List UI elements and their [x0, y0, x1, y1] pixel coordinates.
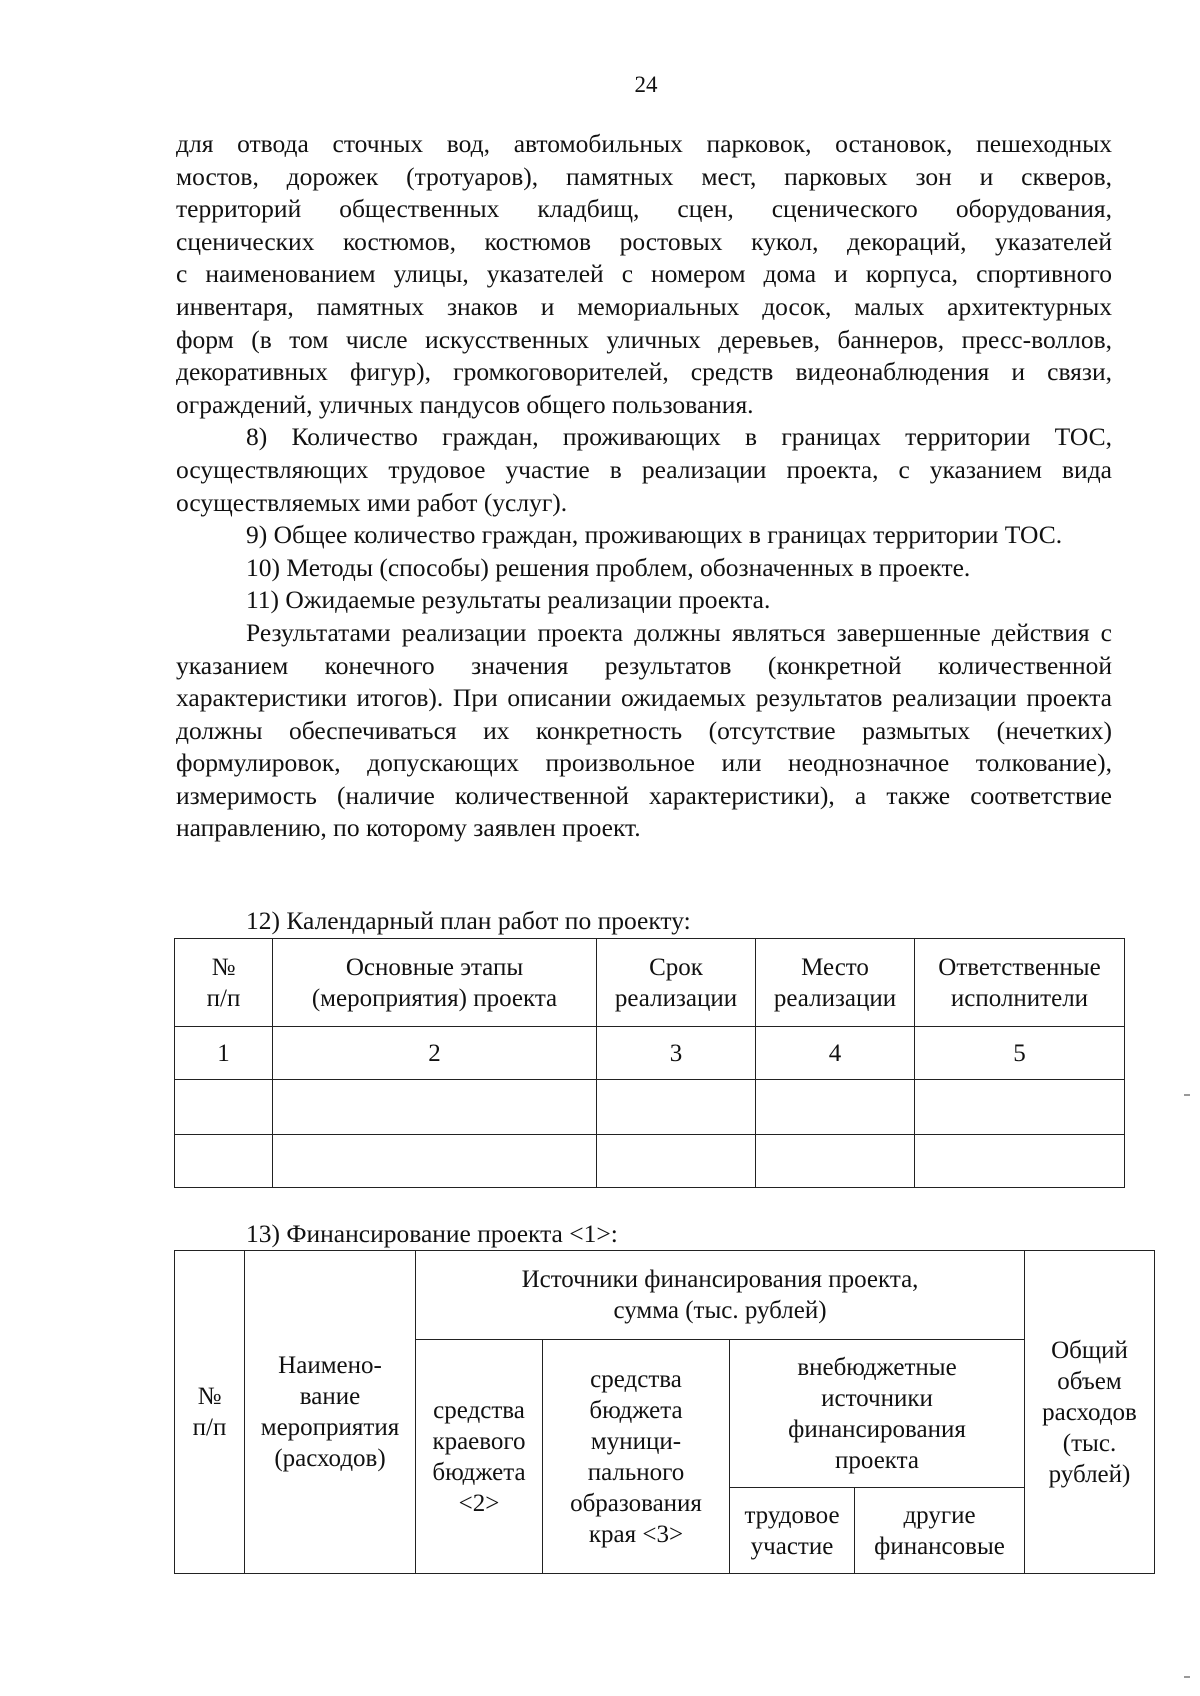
body-text — [176, 128, 1112, 845]
empty-cell — [597, 1135, 756, 1188]
table-header-row — [175, 939, 1125, 1027]
header-cell-other-financial: другие финансовые — [855, 1488, 1025, 1574]
column-number-row — [175, 1027, 1125, 1080]
empty-cell — [915, 1080, 1125, 1135]
column-number-cell: 5 — [915, 1027, 1125, 1080]
header-cell-labor-participation: трудовое участие — [730, 1488, 855, 1574]
header-cell-activity-name: Наимено- вание мероприятия (расходов) — [245, 1251, 416, 1574]
header-cell-regional-budget: средства краевого бюджета <2> — [416, 1340, 543, 1574]
text-line: форм (в том числе искусственных уличных деревьев, баннеров, пресс-воллов, — [176, 324, 1112, 354]
header-cell-funding-sources: Источники финансирования проекта, сумма (тыс. рублей) — [416, 1251, 1025, 1340]
header-cell-municipal-budget: средства бюджета муници- пального образования края <3> — [543, 1340, 730, 1574]
header-cell-responsible: Ответственные исполнители — [915, 939, 1125, 1027]
continuation-paragraph — [176, 128, 1112, 421]
item-8-paragraph: 8) Количество граждан, проживающих в границах территории ТОС, осуществляющих трудовое участие в реализации проекта, с указанием вида осуществляемых ими работ (услуг). — [176, 422, 1112, 517]
text-line: инвентаря, памятных знаков и мемориальных досок, малых архитектурных — [176, 291, 1112, 321]
empty-cell — [273, 1135, 597, 1188]
header-cell-term: Срок реализации — [597, 939, 756, 1027]
header-cell-place: Место реализации — [756, 939, 915, 1027]
header-cell-total-expenses: Общий объем расходов (тыс. рублей) — [1025, 1251, 1155, 1574]
page-number: 24 — [634, 72, 658, 97]
text-line: с наименованием улицы, указателей с номером дома и корпуса, спортивного — [176, 259, 1112, 289]
scan-speck — [1184, 1094, 1190, 1096]
item-11-paragraph: 11) Ожидаемые результаты реализации проекта. — [246, 585, 771, 615]
item-10-paragraph: 10) Методы (способы) решения проблем, обозначенных в проекте. — [246, 552, 971, 582]
item-13-heading: 13) Финансирование проекта <1>: — [246, 1219, 618, 1248]
text-line: мостов, дорожек (тротуаров), памятных мест, парковых зон и скверов, — [176, 161, 1112, 191]
empty-cell — [175, 1135, 273, 1188]
empty-cell — [175, 1080, 273, 1135]
calendar-plan-table — [174, 938, 1125, 1188]
results-paragraph: Результатами реализации проекта должны являться завершенные действия с указанием конечного значения результатов (конкретной количественной характеристики итогов). При описании ожидаемых результатов реализации проекта должны обеспечиваться их конкретность (отсутствие размытых (нечетких) формулировок, допускающих произвольное или неоднозначное толкование), измеримость (наличие количественной характеристики), а также соответствие направлению, по которому заявлен проект. — [176, 617, 1112, 843]
empty-cell — [273, 1080, 597, 1135]
header-cell-extrabudgetary: внебюджетные источники финансирования проекта — [730, 1340, 1025, 1488]
header-cell-number: № п/п — [175, 1251, 245, 1574]
empty-table-row — [175, 1135, 1125, 1188]
empty-cell — [756, 1080, 915, 1135]
text-line: декоративных фигур), громкоговорителей, средств видеонаблюдения и связи, — [176, 357, 1112, 387]
header-cell-stages: Основные этапы (мероприятия) проекта — [273, 939, 597, 1027]
table-header-row — [175, 1251, 1155, 1340]
scan-speck — [1184, 1676, 1190, 1678]
text-line: сценических костюмов, костюмов ростовых кукол, декораций, указателей — [176, 226, 1112, 256]
empty-table-row — [175, 1080, 1125, 1135]
empty-cell — [756, 1135, 915, 1188]
text-line: для отвода сточных вод, автомобильных парковок, остановок, пешеходных — [176, 129, 1112, 158]
empty-cell — [915, 1135, 1125, 1188]
column-number-cell: 3 — [597, 1027, 756, 1080]
empty-cell — [597, 1080, 756, 1135]
text-line: территорий общественных кладбищ, сцен, сценического оборудования, — [176, 194, 1112, 224]
column-number-cell: 1 — [175, 1027, 273, 1080]
item-12-heading: 12) Календарный план работ по проекту: — [246, 906, 691, 935]
header-cell-number: № п/п — [175, 939, 273, 1027]
column-number-cell: 2 — [273, 1027, 597, 1080]
item-9-paragraph: 9) Общее количество граждан, проживающих в границах территории ТОС. — [246, 520, 1063, 550]
text-line: ограждений, уличных пандусов общего пользования. — [176, 389, 754, 419]
column-number-cell: 4 — [756, 1027, 915, 1080]
financing-table — [174, 1250, 1155, 1574]
